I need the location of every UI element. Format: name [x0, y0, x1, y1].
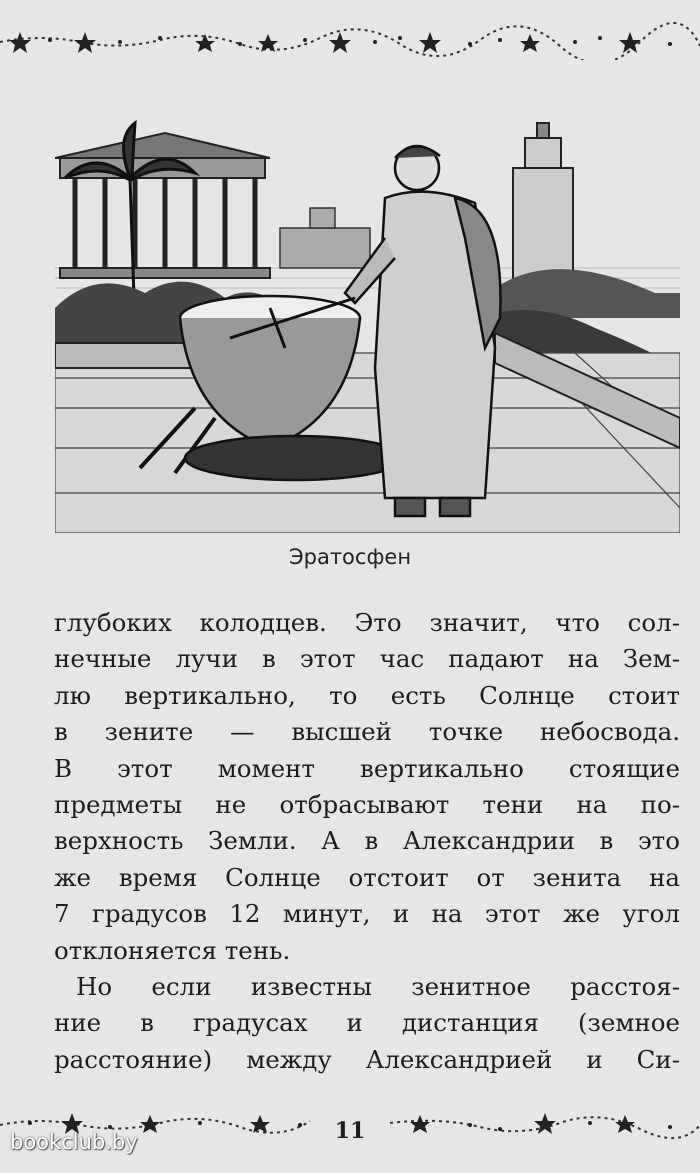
text-line: глубоких колодцев. Это значит, что сол- [54, 608, 680, 637]
text-line: же время Солнце отстоит от зенита на [54, 862, 680, 892]
text-line: нечные лучи в этот час падают на Зем- [54, 644, 680, 674]
text-line: предметы не отбрасывают тени на по- [54, 790, 680, 820]
text-line: в зените — высшей точке небосвода. [54, 717, 680, 747]
text-line: расстояние) между Александрией и Си- [54, 1044, 680, 1074]
text-line: 7 градусов 12 минут, и на этот же угол [54, 899, 680, 929]
eratosthenes-illustration [55, 118, 680, 533]
text-line: отклоняется тень. [54, 935, 291, 965]
page-number: 11 [334, 1118, 366, 1144]
text-line: лю вертикально, то есть Солнце стоит [54, 680, 680, 710]
illustration-caption: Эратосфен [288, 545, 412, 569]
text-line: В этот момент вертикально стоящие [54, 753, 680, 783]
body-text [54, 605, 680, 1078]
star-garland-top-ornament [0, 20, 700, 60]
site-watermark: bookclub.by [10, 1130, 138, 1154]
text-line: ние в градусах и дистанция (земное [54, 1008, 680, 1038]
text-line: верхность Земли. А в Александрии в это [54, 826, 680, 856]
text-line: Но если известны зенитное расстоя- [76, 972, 680, 1002]
